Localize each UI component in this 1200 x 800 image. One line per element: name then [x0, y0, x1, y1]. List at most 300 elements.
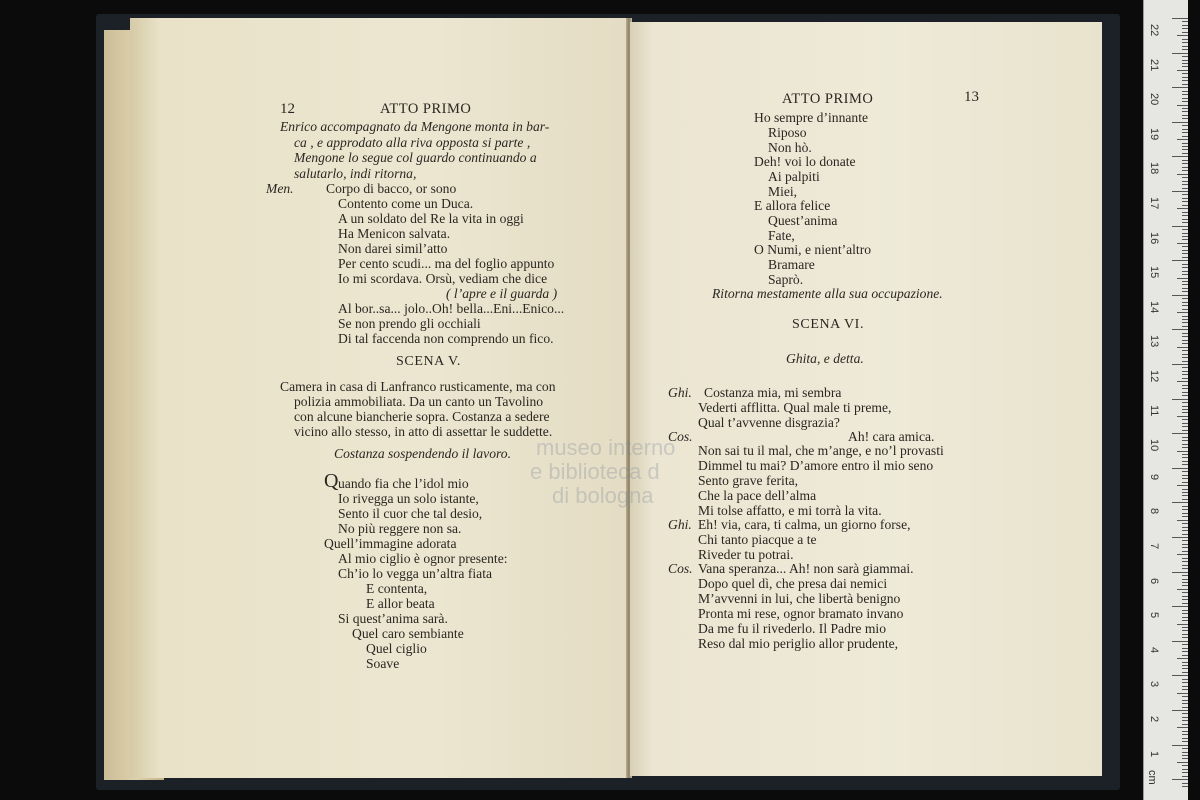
- ruler-tick: [1182, 250, 1188, 251]
- ruler-tick: [1182, 361, 1188, 362]
- ruler-tick: [1182, 592, 1188, 593]
- dialogue-line: Riveder tu potrai.: [698, 547, 794, 562]
- verse-line: Non darei simil’atto: [338, 241, 448, 256]
- watermark-line: di bologna: [552, 483, 654, 508]
- ruler-tick: [1177, 208, 1188, 209]
- aria-line: O Numi, e nient’altro: [754, 242, 872, 257]
- ruler-label: 2: [1148, 716, 1160, 723]
- ruler-tick: [1182, 98, 1188, 99]
- ruler-tick: [1182, 540, 1188, 541]
- aria-line: Si quest’anima sarà.: [338, 611, 448, 626]
- ruler-tick: [1177, 174, 1188, 175]
- ruler-tick: [1182, 354, 1188, 355]
- ruler-tick: [1182, 343, 1188, 344]
- ruler-tick: [1182, 444, 1188, 445]
- dialogue-line: Che la pace dell’alma: [698, 488, 817, 503]
- ruler-tick: [1182, 188, 1188, 189]
- dialogue-line: Pronta mi rese, ognor bramato invano: [698, 606, 904, 621]
- verse-line: Se non prendo gli occhiali: [338, 316, 481, 331]
- ruler-tick: [1182, 219, 1188, 220]
- ruler-tick: [1182, 741, 1188, 742]
- ruler-tick: [1177, 693, 1188, 694]
- ruler-tick: [1182, 783, 1188, 784]
- ruler-tick: [1182, 229, 1188, 230]
- ruler-tick: [1182, 530, 1188, 531]
- verse-line: Di tal faccenda non comprendo un fico.: [338, 331, 554, 346]
- ruler-tick: [1182, 28, 1188, 29]
- ruler-tick: [1182, 475, 1188, 476]
- ruler-tick: [1172, 226, 1188, 227]
- aside-direction: ( l’apre e il guarda ): [446, 286, 558, 301]
- speaker-label: Cos.: [668, 429, 693, 444]
- stage-direction-line: Enrico accompagnato da Mengone monta in bar-: [280, 119, 550, 134]
- ruler-tick: [1182, 395, 1188, 396]
- ruler-tick: [1182, 717, 1188, 718]
- ruler-tick: [1182, 447, 1188, 448]
- watermark-line: e biblioteca d: [530, 459, 660, 484]
- speaker-label: Ghi.: [668, 385, 692, 400]
- ruler-tick: [1172, 572, 1188, 573]
- ruler-tick: [1172, 779, 1188, 780]
- dialogue-line: Costanza mia, mi sembra: [704, 385, 842, 400]
- ruler-tick: [1182, 651, 1188, 652]
- aria-line: Io rivegga un solo istante,: [338, 491, 479, 506]
- ruler-tick: [1182, 596, 1188, 597]
- ruler-tick: [1177, 451, 1188, 452]
- ruler-tick: [1182, 357, 1188, 358]
- aria-line: E allor beata: [366, 596, 435, 611]
- ruler-label: 11: [1148, 404, 1160, 417]
- ruler-tick: [1182, 239, 1188, 240]
- ruler-label: 3: [1148, 681, 1160, 688]
- ruler-tick: [1177, 347, 1188, 348]
- ruler-tick: [1182, 489, 1188, 490]
- ruler-tick: [1172, 710, 1188, 711]
- ruler-tick: [1182, 212, 1188, 213]
- ruler-tick: [1182, 696, 1188, 697]
- verse-line: Io mi scordava. Orsù, vediam che dice: [338, 271, 548, 286]
- ruler-tick: [1182, 430, 1188, 431]
- aria-line: Riposo: [768, 125, 807, 140]
- aria-line: Sento il cuor che tal desio,: [338, 506, 483, 521]
- ruler-tick: [1182, 319, 1188, 320]
- ruler-tick: [1182, 163, 1188, 164]
- ruler-tick: [1172, 537, 1188, 538]
- ruler-tick: [1182, 579, 1188, 580]
- speaker-label: Ghi.: [668, 517, 692, 532]
- dialogue-line: Eh! via, cara, ti calma, un giorno forse,: [698, 517, 911, 532]
- ruler-tick: [1182, 634, 1188, 635]
- ruler-tick: [1182, 194, 1188, 195]
- ruler-tick: [1182, 582, 1188, 583]
- ruler-tick: [1182, 509, 1188, 510]
- ruler-tick: [1182, 350, 1188, 351]
- ruler-tick: [1182, 440, 1188, 441]
- aria-line: Quest’anima: [768, 213, 838, 228]
- ruler-label: 14: [1148, 300, 1160, 314]
- ruler-tick: [1182, 153, 1188, 154]
- ruler-label: 5: [1148, 612, 1160, 619]
- ruler-tick: [1177, 554, 1188, 555]
- ruler-tick: [1182, 534, 1188, 535]
- ruler-tick: [1172, 87, 1188, 88]
- stage-direction-line: ca , e approdato alla riva opposta si parte ,: [294, 135, 531, 150]
- ruler-tick: [1182, 644, 1188, 645]
- ruler-tick: [1182, 39, 1188, 40]
- aria-line: Saprò.: [768, 272, 804, 287]
- ruler-tick: [1177, 139, 1188, 140]
- ruler-tick: [1182, 222, 1188, 223]
- aria-line: Quel caro sembiante: [352, 626, 464, 641]
- scene-title: SCENA VI.: [792, 317, 865, 332]
- ruler-tick: [1182, 146, 1188, 147]
- ruler-tick: [1182, 274, 1188, 275]
- aria-line: Ch’io lo vegga un’altra fiata: [338, 566, 493, 581]
- ruler-tick: [1182, 464, 1188, 465]
- verse-line: A un soldato del Re la vita in oggi: [338, 211, 524, 226]
- ruler-tick: [1182, 281, 1188, 282]
- ruler-tick: [1182, 326, 1188, 327]
- ruler-tick: [1182, 755, 1188, 756]
- ruler-tick: [1177, 105, 1188, 106]
- ruler-tick: [1182, 724, 1188, 725]
- stage-direction-line: Mengone lo segue col guardo continuando a: [294, 150, 537, 165]
- ruler-tick: [1172, 329, 1188, 330]
- ruler-tick: [1182, 160, 1188, 161]
- ruler-tick: [1182, 568, 1188, 569]
- ruler-tick: [1182, 402, 1188, 403]
- ruler-label: 16: [1148, 231, 1160, 244]
- ruler-label: 22: [1148, 24, 1160, 37]
- verse-line: Per cento scudi... ma del foglio appunto: [338, 256, 555, 271]
- watermark-line: museo interno: [536, 435, 676, 460]
- ruler-tick: [1182, 125, 1188, 126]
- ruler-tick: [1182, 288, 1188, 289]
- ruler-tick: [1182, 703, 1188, 704]
- scene-note: Ghita, e detta.: [786, 351, 864, 366]
- ruler-tick: [1182, 367, 1188, 368]
- right-page: [630, 22, 1102, 776]
- ruler-tick: [1182, 665, 1188, 666]
- aria-line: E allora felice: [754, 198, 831, 213]
- ruler-tick: [1182, 257, 1188, 258]
- ruler-tick: [1182, 558, 1188, 559]
- ruler-tick: [1182, 374, 1188, 375]
- ruler-tick: [1182, 215, 1188, 216]
- ruler-tick: [1172, 364, 1188, 365]
- ruler-tick: [1182, 46, 1188, 47]
- dialogue-line: Dopo quel dì, che presa dai nemici: [698, 576, 888, 591]
- ruler-tick: [1182, 388, 1188, 389]
- verse-line: Al bor..sa... jolo..Oh! bella...Eni...Enico...: [338, 301, 565, 316]
- ruler-tick: [1182, 253, 1188, 254]
- dialogue-line: Non sai tu il mal, che m’ange, e no’l provasti: [698, 443, 944, 458]
- ruler-tick: [1182, 689, 1188, 690]
- ruler-tick: [1182, 143, 1188, 144]
- ruler-tick: [1182, 184, 1188, 185]
- ruler-tick: [1182, 513, 1188, 514]
- ruler-label: 17: [1148, 197, 1160, 210]
- ruler-tick: [1182, 316, 1188, 317]
- verse-line: Contento come un Duca.: [338, 196, 474, 211]
- ruler-tick: [1182, 305, 1188, 306]
- ruler-tick: [1182, 679, 1188, 680]
- aria-line: uando fia che l’idol mio: [338, 476, 469, 491]
- ruler-label: 21: [1148, 58, 1160, 71]
- ruler-tick: [1182, 181, 1188, 182]
- ruler-tick: [1182, 80, 1188, 81]
- ruler-tick: [1182, 267, 1188, 268]
- ruler-tick: [1177, 35, 1188, 36]
- aria-line: Al mio ciglio è ognor presente:: [338, 551, 508, 566]
- aria-line: Deh! voi lo donate: [754, 154, 856, 169]
- ruler-tick: [1172, 606, 1188, 607]
- running-head: ATTO PRIMO: [380, 101, 472, 117]
- ruler-tick: [1182, 506, 1188, 507]
- ruler-tick: [1182, 682, 1188, 683]
- ruler-tick: [1182, 648, 1188, 649]
- ruler-label: 15: [1148, 266, 1160, 279]
- speaker-label: Cos.: [668, 561, 693, 576]
- ruler-tick: [1182, 662, 1188, 663]
- ruler-tick: [1182, 461, 1188, 462]
- ruler-tick: [1177, 520, 1188, 521]
- dialogue-line: Dimmel tu mai? D’amore entro il mio seno: [698, 458, 934, 473]
- page-number: 12: [280, 101, 295, 117]
- ruler-label: 4: [1148, 646, 1160, 653]
- ruler-tick: [1182, 84, 1188, 85]
- ruler-tick: [1182, 544, 1188, 545]
- ruler-tick: [1182, 419, 1188, 420]
- ruler-tick: [1182, 371, 1188, 372]
- dialogue-line: Mi tolse affatto, e mi torrà la vita.: [698, 503, 882, 518]
- ruler-label: 10: [1148, 439, 1160, 452]
- ruler-tick: [1182, 91, 1188, 92]
- ruler-tick: [1182, 118, 1188, 119]
- ruler-tick: [1172, 468, 1188, 469]
- ruler-label: 6: [1148, 577, 1160, 584]
- ruler-tick: [1172, 18, 1188, 19]
- ruler-tick: [1182, 111, 1188, 112]
- stage-direction: Ritorna mestamente alla sua occupazione.: [712, 286, 943, 301]
- ruler-tick: [1182, 392, 1188, 393]
- ruler-tick: [1182, 731, 1188, 732]
- ruler-tick: [1182, 776, 1188, 777]
- ruler-tick: [1182, 713, 1188, 714]
- ruler-tick: [1182, 302, 1188, 303]
- ruler-tick: [1182, 769, 1188, 770]
- ruler-label: 1: [1148, 750, 1160, 757]
- scene-description-line: vicino allo stesso, in atto di assettar le suddette.: [294, 424, 553, 439]
- aria-line: E contenta,: [366, 581, 428, 596]
- verse-line: Corpo di bacco, or sono: [326, 181, 457, 196]
- ruler-tick: [1177, 727, 1188, 728]
- ruler-tick: [1177, 381, 1188, 382]
- dialogue-line: Vana speranza... Ah! non sarà giammai.: [698, 561, 914, 576]
- ruler-tick: [1177, 624, 1188, 625]
- ruler-tick: [1172, 502, 1188, 503]
- ruler-tick: [1177, 485, 1188, 486]
- ruler-tick: [1182, 170, 1188, 171]
- ruler-label: 20: [1148, 93, 1160, 106]
- ruler-tick: [1182, 426, 1188, 427]
- ruler-tick: [1182, 720, 1188, 721]
- aria-line: Bramare: [768, 257, 815, 272]
- ruler-tick: [1182, 707, 1188, 708]
- ruler-tick: [1182, 233, 1188, 234]
- ruler-unit-label: cm: [1146, 770, 1158, 785]
- ruler-tick: [1182, 21, 1188, 22]
- ruler-tick: [1182, 60, 1188, 61]
- ruler-label: 19: [1148, 127, 1160, 141]
- ruler-tick: [1182, 603, 1188, 604]
- measuring-ruler: [1143, 0, 1188, 800]
- ruler-label: 12: [1148, 370, 1160, 383]
- scene-description-line: con alcune biancherie sopra. Costanza a sedere: [294, 409, 550, 424]
- ruler-tick: [1182, 686, 1188, 687]
- ruler-tick: [1182, 499, 1188, 500]
- ruler-tick: [1182, 527, 1188, 528]
- ruler-tick: [1182, 786, 1188, 787]
- ruler-tick: [1182, 457, 1188, 458]
- ruler-tick: [1182, 585, 1188, 586]
- ruler-tick: [1177, 658, 1188, 659]
- ruler-tick: [1182, 149, 1188, 150]
- ruler-tick: [1182, 333, 1188, 334]
- ruler-tick: [1182, 73, 1188, 74]
- ruler-tick: [1182, 547, 1188, 548]
- dialogue-line: Ah! cara amica.: [848, 429, 935, 444]
- ruler-tick: [1172, 191, 1188, 192]
- ruler-tick: [1182, 108, 1188, 109]
- ruler-tick: [1182, 610, 1188, 611]
- ruler-tick: [1182, 298, 1188, 299]
- running-head: ATTO PRIMO: [782, 91, 874, 107]
- ruler-tick: [1182, 412, 1188, 413]
- ruler-tick: [1182, 748, 1188, 749]
- ruler-tick: [1182, 765, 1188, 766]
- ruler-label: 18: [1148, 162, 1160, 175]
- ruler-tick: [1182, 66, 1188, 67]
- ruler-tick: [1182, 406, 1188, 407]
- ruler-tick: [1182, 758, 1188, 759]
- scene-description-line: Camera in casa di Lanfranco rusticamente, ma con: [280, 379, 556, 394]
- aria-line: Ho sempre d’innante: [754, 110, 869, 125]
- ruler-tick: [1182, 236, 1188, 237]
- ruler-tick: [1182, 668, 1188, 669]
- aria-line: Soave: [366, 656, 400, 671]
- ruler-tick: [1182, 340, 1188, 341]
- ruler-tick: [1172, 122, 1188, 123]
- ruler-tick: [1182, 49, 1188, 50]
- library-watermark: [530, 436, 720, 508]
- ruler-tick: [1172, 433, 1188, 434]
- aria-line: Non hò.: [768, 140, 812, 155]
- ruler-tick: [1182, 136, 1188, 137]
- ruler-tick: [1182, 25, 1188, 26]
- ruler-tick: [1182, 672, 1188, 673]
- ruler-tick: [1182, 42, 1188, 43]
- aria-line: Ai palpiti: [768, 169, 820, 184]
- ruler-tick: [1172, 641, 1188, 642]
- aria-line: Miei,: [768, 184, 798, 199]
- ruler-tick: [1182, 385, 1188, 386]
- ruler-tick: [1182, 32, 1188, 33]
- ruler-tick: [1182, 565, 1188, 566]
- drop-cap: Q: [324, 470, 339, 492]
- ruler-tick: [1182, 655, 1188, 656]
- ruler-tick: [1182, 482, 1188, 483]
- ruler-tick: [1182, 205, 1188, 206]
- ruler-tick: [1177, 243, 1188, 244]
- ruler-tick: [1182, 637, 1188, 638]
- stage-direction-line: salutarlo, indi ritorna,: [294, 166, 417, 181]
- ruler-tick: [1172, 156, 1188, 157]
- ruler-tick: [1182, 523, 1188, 524]
- ruler-tick: [1182, 492, 1188, 493]
- left-page: [130, 18, 628, 778]
- ruler-tick: [1182, 378, 1188, 379]
- ruler-tick: [1182, 423, 1188, 424]
- ruler-tick: [1182, 627, 1188, 628]
- ruler-tick: [1182, 167, 1188, 168]
- ruler-tick: [1172, 53, 1188, 54]
- ruler-tick: [1182, 613, 1188, 614]
- ruler-label: 9: [1148, 473, 1160, 480]
- ruler-tick: [1177, 278, 1188, 279]
- ruler-tick: [1182, 617, 1188, 618]
- aria-line: Quel ciglio: [366, 641, 427, 656]
- ruler-tick: [1177, 589, 1188, 590]
- ruler-tick: [1182, 738, 1188, 739]
- speaker-label: Men.: [266, 181, 294, 196]
- ruler-tick: [1182, 700, 1188, 701]
- ruler-tick: [1177, 312, 1188, 313]
- verse-line: Ha Menicon salvata.: [338, 226, 451, 241]
- ruler-tick: [1172, 675, 1188, 676]
- ruler-tick: [1182, 734, 1188, 735]
- ruler-tick: [1182, 336, 1188, 337]
- dialogue-line: Reso dal mio periglio allor prudente,: [698, 636, 899, 651]
- dialogue-line: Vederti afflitta. Qual male ti preme,: [698, 400, 892, 415]
- ruler-tick: [1182, 201, 1188, 202]
- ruler-tick: [1177, 762, 1188, 763]
- scene-description-line: polizia ammobiliata. Da un canto un Tavolino: [294, 394, 544, 409]
- ruler-tick: [1182, 264, 1188, 265]
- ruler-tick: [1182, 471, 1188, 472]
- ruler-tick: [1182, 94, 1188, 95]
- dialogue-line: M’avvenni in lui, che libertà benigno: [698, 591, 901, 606]
- ruler-tick: [1182, 454, 1188, 455]
- ruler-tick: [1182, 177, 1188, 178]
- ruler-tick: [1182, 752, 1188, 753]
- ruler-tick: [1177, 70, 1188, 71]
- ruler-tick: [1182, 198, 1188, 199]
- ruler-tick: [1182, 101, 1188, 102]
- ruler-tick: [1182, 56, 1188, 57]
- ruler-tick: [1182, 575, 1188, 576]
- ruler-tick: [1182, 77, 1188, 78]
- ruler-tick: [1172, 295, 1188, 296]
- ruler-label: 13: [1148, 335, 1160, 348]
- ruler-tick: [1182, 271, 1188, 272]
- ruler-tick: [1182, 478, 1188, 479]
- dialogue-line: Chi tanto piacque a te: [698, 532, 817, 547]
- scene-note: Costanza sospendendo il lavoro.: [334, 446, 511, 461]
- ruler-tick: [1182, 291, 1188, 292]
- dialogue-line: Qual t’avvenne disgrazia?: [698, 415, 840, 430]
- ruler-tick: [1182, 516, 1188, 517]
